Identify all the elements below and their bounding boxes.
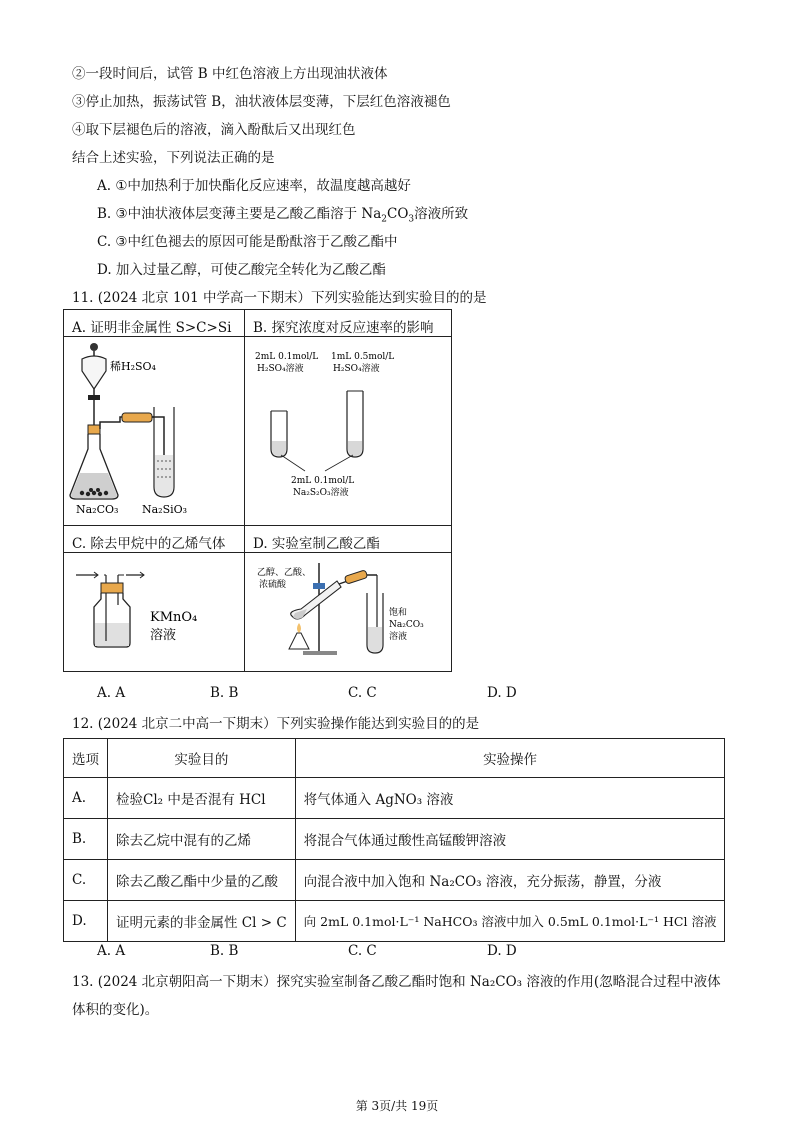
q12-answer-a: A. A xyxy=(97,943,126,959)
sat-label-3: 溶液 xyxy=(389,632,408,642)
q12-header-aim: 实验目的 xyxy=(108,739,296,778)
right-tube-label-2: H₂SO₄溶液 xyxy=(333,364,380,374)
q11-cell-d-label: D. 实验室制乙酸乙酯 xyxy=(253,536,380,552)
solution-label: 溶液 xyxy=(150,628,177,643)
figure-c-apparatus xyxy=(64,553,244,667)
q12-row-b-aim: 除去乙烷中混有的乙烯 xyxy=(108,819,296,860)
q12-table xyxy=(63,738,725,942)
sat-label-1: 饱和 xyxy=(389,608,408,618)
bottom-label-1: 2mL 0.1mol/L xyxy=(291,476,355,486)
q12-row-c-operation: 向混合液中加入饱和 Na₂CO₃ 溶液，充分振荡，静置，分液 xyxy=(295,860,725,901)
kmno4-label: KMnO₄ xyxy=(150,610,198,625)
q10-option-b: B. ③中油状液体层变薄主要是乙酸乙酯溶于 $Na_2CO_3$溶液所致 xyxy=(97,206,469,225)
q13-line-1: 13. (2024 北京朝阳高一下期末）探究实验室制备乙酸乙酯时饱和 Na₂CO₃ 溶液的作用(忽略混合过程中液体 xyxy=(72,974,721,990)
q12-row-d-operation: 向 2mL 0.1mol·L⁻¹ NaHCO₃ 溶液中加入 0.5mL 0.1mol·L⁻¹ HCl 溶液 xyxy=(295,901,725,942)
q10-option-a: A. ①中加热利于加快酯化反应速率，故温度越高越好 xyxy=(97,178,411,194)
question-stem: 结合上述实验，下列说法正确的是 xyxy=(72,150,275,166)
q12-row-c-aim: 除去乙酸乙酯中少量的乙酸 xyxy=(108,860,296,901)
q11-cell-c-label: C. 除去甲烷中的乙烯气体 xyxy=(72,536,226,552)
q11-answer-row xyxy=(97,685,547,703)
figure-b-apparatus xyxy=(245,337,451,521)
figure-d-apparatus xyxy=(245,553,451,667)
q12-answer-b: B. B xyxy=(210,943,239,959)
left-tube-label-2: H₂SO₄溶液 xyxy=(257,364,304,374)
flask-label: Na₂CO₃ xyxy=(76,503,119,516)
mix-label-2: 浓硫酸 xyxy=(259,580,287,590)
q12-row-b-option: B. xyxy=(64,819,108,860)
q10-option-d: D. 加入过量乙醇，可使乙酸完全转化为乙酸乙酯 xyxy=(97,262,386,278)
right-tube-label-1: 1mL 0.5mol/L xyxy=(331,352,395,362)
q11-answer-c: C. C xyxy=(348,685,377,701)
q12-title: 12. (2024 北京二中高一下期末）下列实验操作能达到实验目的的是 xyxy=(72,716,480,732)
q12-answer-row xyxy=(97,943,547,961)
bottom-label-2: Na₂S₂O₃溶液 xyxy=(293,488,349,498)
tube-label: Na₂SiO₃ xyxy=(142,503,188,516)
q11-cell-a-label: A. 证明非金属性 S>C>Si xyxy=(72,320,232,336)
q11-answer-b: B. B xyxy=(210,685,239,701)
page-footer: 第 3页/共 19页 xyxy=(355,1099,439,1113)
q12-row-d-option: D. xyxy=(64,901,108,942)
q12-row-b-operation: 将混合气体通过酸性高锰酸钾溶液 xyxy=(295,819,725,860)
step-3-text: ③停止加热，振荡试管 B，油状液体层变薄，下层红色溶液褪色 xyxy=(72,94,451,110)
q12-row-c-option: C. xyxy=(64,860,108,901)
q11-title: 11. (2024 北京 101 中学高一下期末）下列实验能达到实验目的的是 xyxy=(72,290,487,306)
left-tube-label-1: 2mL 0.1mol/L xyxy=(255,352,319,362)
q12-row-a-aim: 检验Cl₂ 中是否混有 HCl xyxy=(108,778,296,819)
q12-header-operation: 实验操作 xyxy=(295,739,725,778)
q10-option-b-post: 溶液所致 xyxy=(414,206,469,222)
q10-option-b-pre: B. ③中油状液体层变薄主要是乙酸乙酯溶于 Na xyxy=(97,206,382,222)
q12-header-option: 选项 xyxy=(64,739,108,778)
figure-a-apparatus xyxy=(64,337,244,521)
q12-row-d-aim: 证明元素的非金属性 Cl > C xyxy=(108,901,296,942)
q11-cell-b-label: B. 探究浓度对反应速率的影响 xyxy=(253,320,434,336)
q11-answer-d: D. D xyxy=(487,685,517,701)
q12-answer-d: D. D xyxy=(487,943,517,959)
q12-row-a-option: A. xyxy=(64,778,108,819)
step-2-text: ②一段时间后，试管 B 中红色溶液上方出现油状液体 xyxy=(72,66,388,82)
sat-label-2: Na₂CO₃ xyxy=(389,620,424,630)
q11-table xyxy=(63,309,452,672)
q13-line-2: 体积的变化)。 xyxy=(72,1002,159,1018)
q12-answer-c: C. C xyxy=(348,943,377,959)
step-4-text: ④取下层褪色后的溶液，滴入酚酞后又出现红色 xyxy=(72,122,356,138)
q10-option-c: C. ③中红色褪去的原因可能是酚酞溶于乙酸乙酯中 xyxy=(97,234,398,250)
q12-row-a-operation: 将气体通入 AgNO₃ 溶液 xyxy=(295,778,725,819)
q11-answer-a: A. A xyxy=(97,685,126,701)
mix-label-1: 乙醇、乙酸、 xyxy=(257,568,312,578)
acid-label: 稀H₂SO₄ xyxy=(110,360,156,373)
